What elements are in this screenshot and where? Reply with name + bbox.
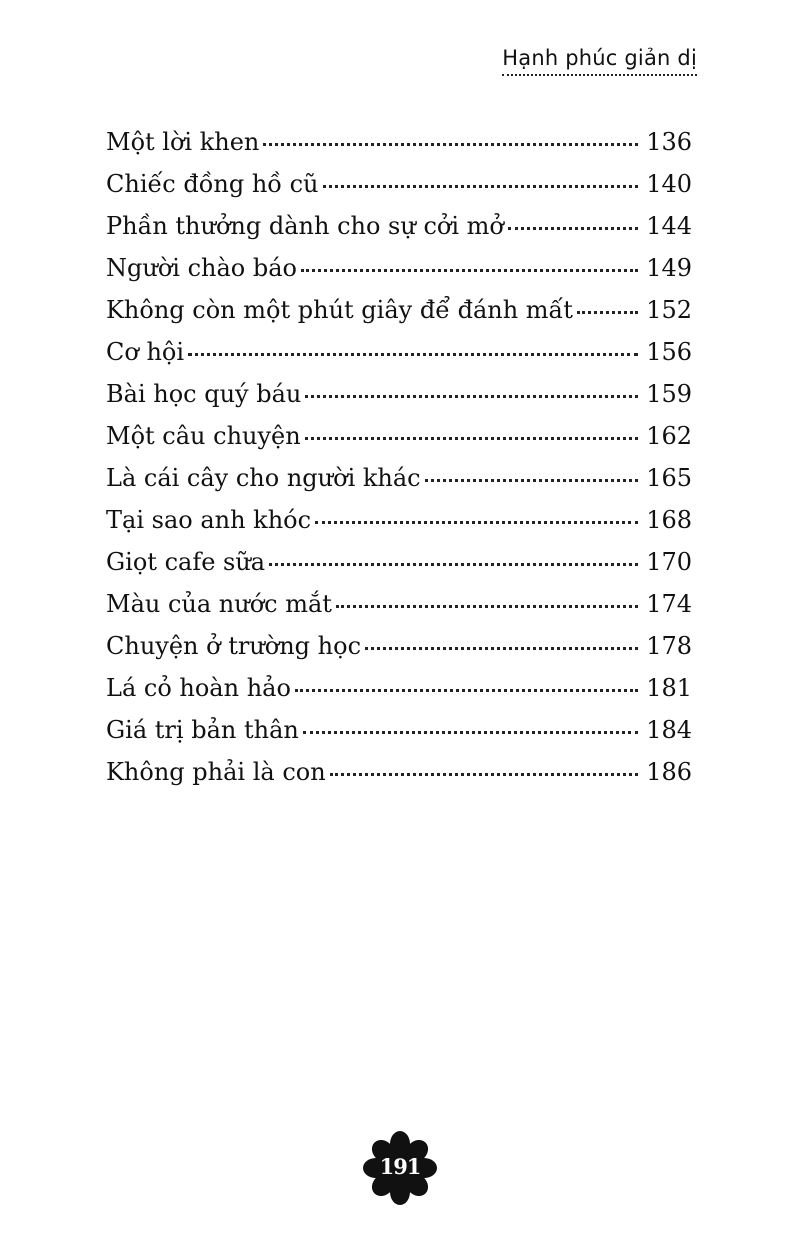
toc-entry-title: Cơ hội [106,338,185,366]
dot-leader [336,605,638,608]
toc-entry [106,541,692,583]
table-of-contents [106,121,692,793]
dot-leader [425,479,638,482]
dot-leader [508,227,638,230]
toc-entry-page: 159 [646,380,692,408]
toc-entry-page: 178 [646,632,692,660]
toc-entry [106,625,692,667]
toc-entry [106,415,692,457]
toc-entry-title: Giọt cafe sữa [106,548,266,576]
toc-entry-title: Một lời khen [106,128,260,156]
dot-leader [305,437,638,440]
page-number: 191 [379,1154,421,1179]
toc-entry-title: Màu của nước mắt [106,590,332,618]
toc-entry-page: 174 [646,590,692,618]
toc-entry [106,751,692,793]
toc-entry [106,331,692,373]
toc-entry [106,247,692,289]
dot-leader [365,647,638,650]
toc-entry-page: 144 [646,212,692,240]
toc-entry-page: 186 [646,758,692,786]
dot-leader [577,311,638,314]
dot-leader [269,563,638,566]
toc-entry-title: Người chào báo [106,254,297,282]
running-header: Hạnh phúc giản dị [502,46,697,76]
toc-entry [106,289,692,331]
toc-entry-page: 184 [646,716,692,744]
toc-entry [106,583,692,625]
dot-leader [330,773,638,776]
toc-entry-page: 165 [646,464,692,492]
toc-entry-title: Là cái cây cho người khác [106,464,421,492]
dot-leader [263,143,638,146]
dot-leader [188,353,638,356]
toc-entry [106,121,692,163]
toc-entry [106,373,692,415]
toc-entry-page: 140 [646,170,692,198]
dot-leader [305,395,638,398]
dot-leader [301,269,638,272]
dot-leader [303,731,638,734]
toc-entry-page: 136 [646,128,692,156]
toc-entry-title: Không còn một phút giây để đánh mất [106,296,573,324]
toc-entry-page: 170 [646,548,692,576]
toc-entry-title: Chuyện ở trường học [106,632,362,660]
toc-entry [106,667,692,709]
toc-entry [106,709,692,751]
toc-entry-page: 162 [646,422,692,450]
toc-entry-title: Chiếc đồng hồ cũ [106,170,319,198]
dot-leader [323,185,639,188]
toc-entry-title: Không phải là con [106,758,326,786]
toc-entry [106,499,692,541]
dot-leader [295,689,638,692]
dot-leader [315,521,638,524]
toc-entry-title: Bài học quý báu [106,380,302,408]
toc-entry-page: 152 [646,296,692,324]
toc-entry [106,205,692,247]
toc-entry-page: 156 [646,338,692,366]
toc-entry-title: Tại sao anh khóc [106,506,312,534]
toc-entry-title: Một câu chuyện [106,422,301,450]
toc-entry [106,163,692,205]
toc-entry [106,457,692,499]
page-number-ornament [362,1130,438,1206]
toc-entry-page: 168 [646,506,692,534]
toc-entry-title: Phần thưởng dành cho sự cởi mở [106,212,504,240]
toc-entry-title: Giá trị bản thân [106,716,299,744]
toc-entry-page: 181 [646,674,692,702]
toc-entry-title: Lá cỏ hoàn hảo [106,674,291,702]
toc-entry-page: 149 [646,254,692,282]
